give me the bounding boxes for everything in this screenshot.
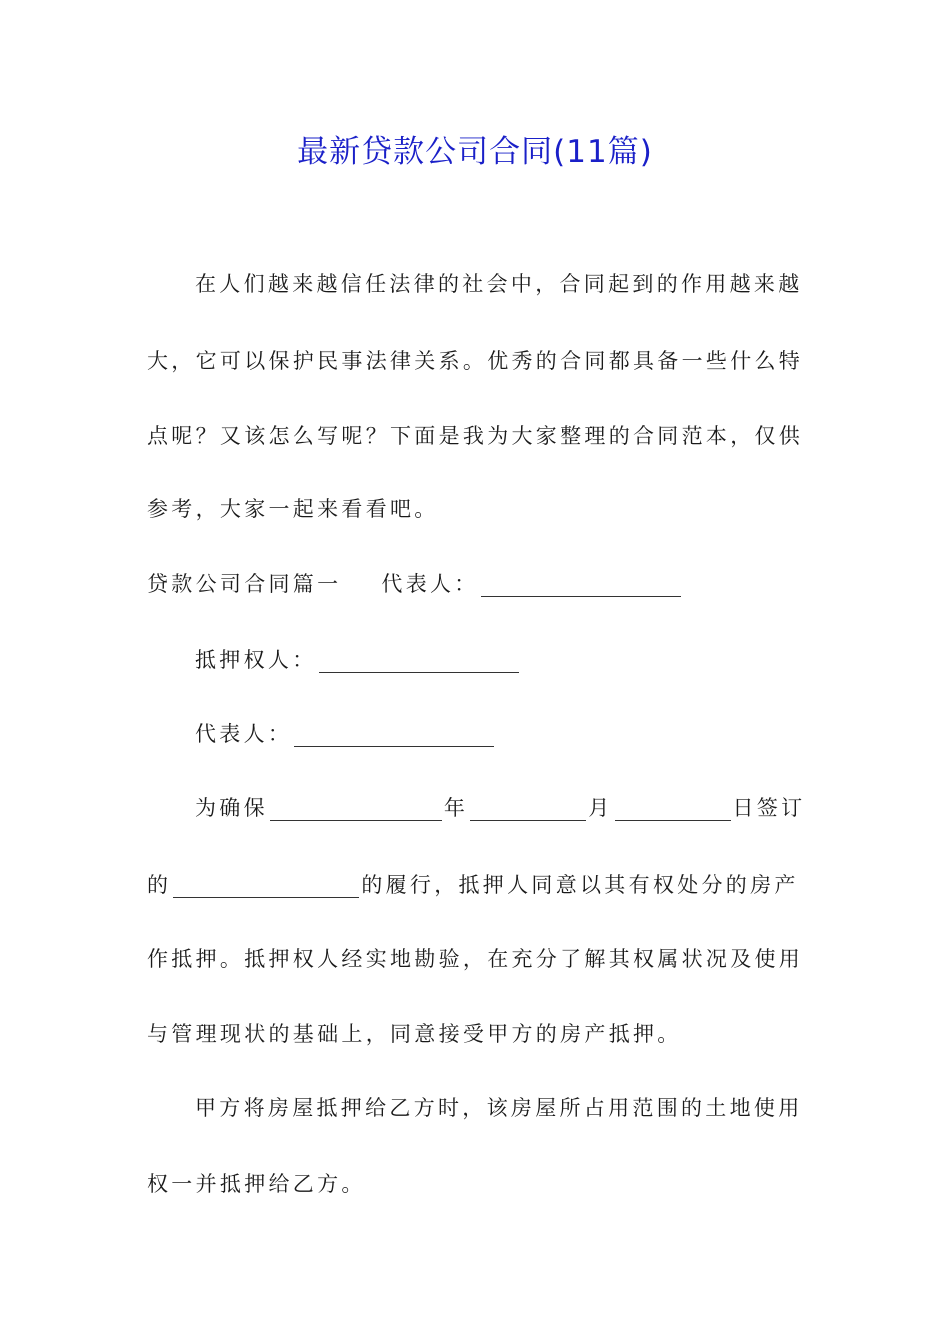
clause1-line-1 [195,788,805,828]
representative-label-2: 代表人： [195,722,293,746]
month-blank [615,794,731,821]
clause1-line-4: 与管理现状的基础上，同意接受甲方的房产抵押。 [147,1022,682,1046]
clause1-prefix: 为确保 [195,796,268,820]
year-blank [470,794,586,821]
clause1-line-3: 作抵押。抵押权人经实地勘验，在充分了解其权属状况及使用 [147,947,804,971]
mortgagee-blank [319,646,519,673]
intro-line-4: 参考，大家一起来看看吧。 [147,497,439,521]
day-sign-label: 日签订 [732,796,806,820]
clause1-line2-suffix: 的履行，抵押人同意以其有权处分的房产 [361,873,799,897]
clause2-line-1: 甲方将房屋抵押给乙方时，该房屋所占用范围的土地使用 [195,1096,803,1120]
month-label: 月 [588,796,613,820]
representative-blank-2 [294,720,494,747]
clause1-line2-prefix: 的 [147,873,172,897]
intro-line-2: 大，它可以保护民事法律关系。优秀的合同都具备一些什么特 [147,349,804,373]
contract-blank [270,794,442,821]
clause2-line-2: 权一并抵押给乙方。 [147,1172,366,1196]
representative-row-2 [195,714,496,754]
document-title: 最新贷款公司合同(11篇) [297,134,653,170]
representative-blank-1 [481,570,681,597]
representative-label-1: 代表人： [381,572,479,596]
contract-name-blank [173,871,359,898]
mortgagee-row [195,640,521,680]
section-heading: 贷款公司合同篇一 [147,572,342,596]
mortgagee-label: 抵押权人： [195,648,317,672]
clause1-line-2 [147,865,799,905]
section-heading-row [147,564,683,604]
intro-line-3: 点呢？又该怎么写呢？下面是我为大家整理的合同范本，仅供 [147,424,804,448]
year-label: 年 [443,796,469,820]
intro-line-1: 在人们越来越信任法律的社会中，合同起到的作用越来越 [195,272,803,296]
